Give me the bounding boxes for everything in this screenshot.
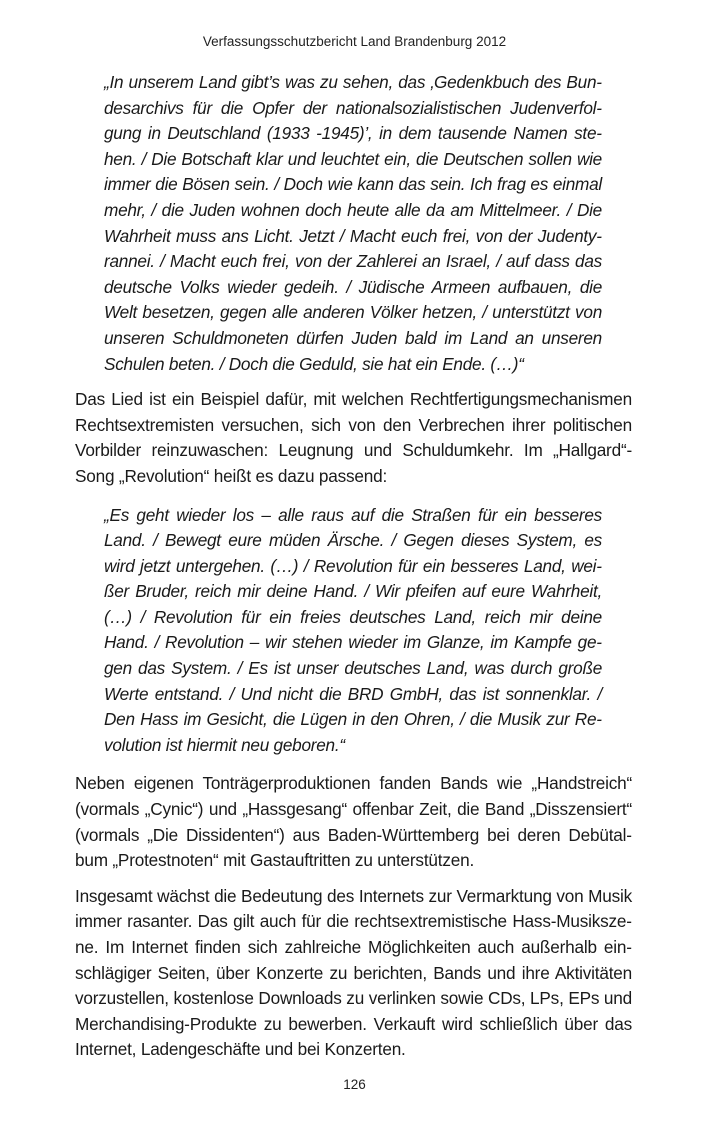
spacer (75, 490, 632, 503)
spacer (75, 377, 632, 387)
body-paragraph-3: Insgesamt wächst die Bedeutung des Internets zur Vermarktung von Musik immer rasanter. Das gilt auch für die rechtsextremistische Hass-Musikszene. Im Internet finden sich zahlreiche Möglichkeiten auch außerhalb einschlägiger Seiten, über Konzerte zu berichten, Bands und ihre Aktivitäten vorzustellen, kostenlose Downloads zu verlinken sowie CDs, LPs, EPs und Merchandising-Produkte zu bewerben. Verkauft wird schließlich über das Internet, Ladengeschäfte und bei Konzerten. (75, 885, 632, 1060)
page-number: 126 (343, 1077, 366, 1092)
song-quote-1: „In unserem Land gibt’s was zu sehen, das ‚Gedenkbuch des Bundesarchivs für die Opfer der nationalsozialistischen Judenverfolgung in Deutschland (1933 -1945)’, in dem tausende Namen stehen. / Die Botschaft klar und leuchtet ein, die Deutschen sollen wie immer die Bösen sein. / Doch wie kann das sein. Ich frag es einmal mehr, / die Juden wohnen doch heute alle da am Mittelmeer. / Die Wahrheit muss ans Licht. Jetzt / Macht euch frei, von der Judentyrannei. / Macht euch frei, von der Zahlerei an Israel, / auf dass das deutsche Volks wieder gedeih. / Jüdische Armeen aufbauen, die Welt besetzen, gegen alle anderen Völker hetzen, / unterstützt von unseren Schuldmoneten dürfen Juden bald im Land an unseren Schulen beten. / Doch die Geduld, sie hat ein Ende. (…)“ (104, 72, 602, 374)
body-paragraph-1: Das Lied ist ein Beispiel dafür, mit welchen Rechtfertigungsmechanismen Rechtsextremisten versuchen, sich von den Verbrechen ihrer politischen Vorbilder reinzuwaschen: Leugnung und Schuldumkehr. Im „Hallgard“-Song „Revolution“ heißt es dazu passend: (75, 389, 632, 486)
spacer (75, 874, 632, 884)
running-header: Verfassungsschutzbericht Land Brandenburg 2012 (202, 34, 507, 49)
body-paragraph-2: Neben eigenen Tonträgerproduktionen fanden Bands wie „Handstreich“ (vormals „Cynic“) und „Hassgesang“ offenbar Zeit, die Band „Disszensiert“ (vormals „Die Dissidenten“) aus Baden-Württemberg bei deren Debütalbum „Protestnoten“ mit Gastauftritten zu unterstützen. (75, 773, 632, 871)
spacer (75, 758, 632, 771)
page-body (75, 70, 632, 1063)
song-quote-2: „Es geht wieder los – alle raus auf die Straßen für ein besseres Land. / Bewegt eure müden Ärsche. / Gegen dieses System, es wird jetzt untergehen. (…) / Revolution für ein besseres Land, weißer Bruder, reich mir deine Hand. / Wir pfeifen auf eure Wahrheit, (…) / Revolution für ein freies deutsches Land, reich mir deine Hand. / Revolution – wir stehen wieder im Glanze, im Kampfe gegen das System. / Es ist unser deutsches Land, was durch große Werte entstand. / Und nicht die BRD GmbH, das ist sonnenklar. / Den Hass im Gesicht, die Lügen in den Ohren, / die Musik zur Revolution ist hiermit neu geboren.“ (104, 504, 602, 755)
